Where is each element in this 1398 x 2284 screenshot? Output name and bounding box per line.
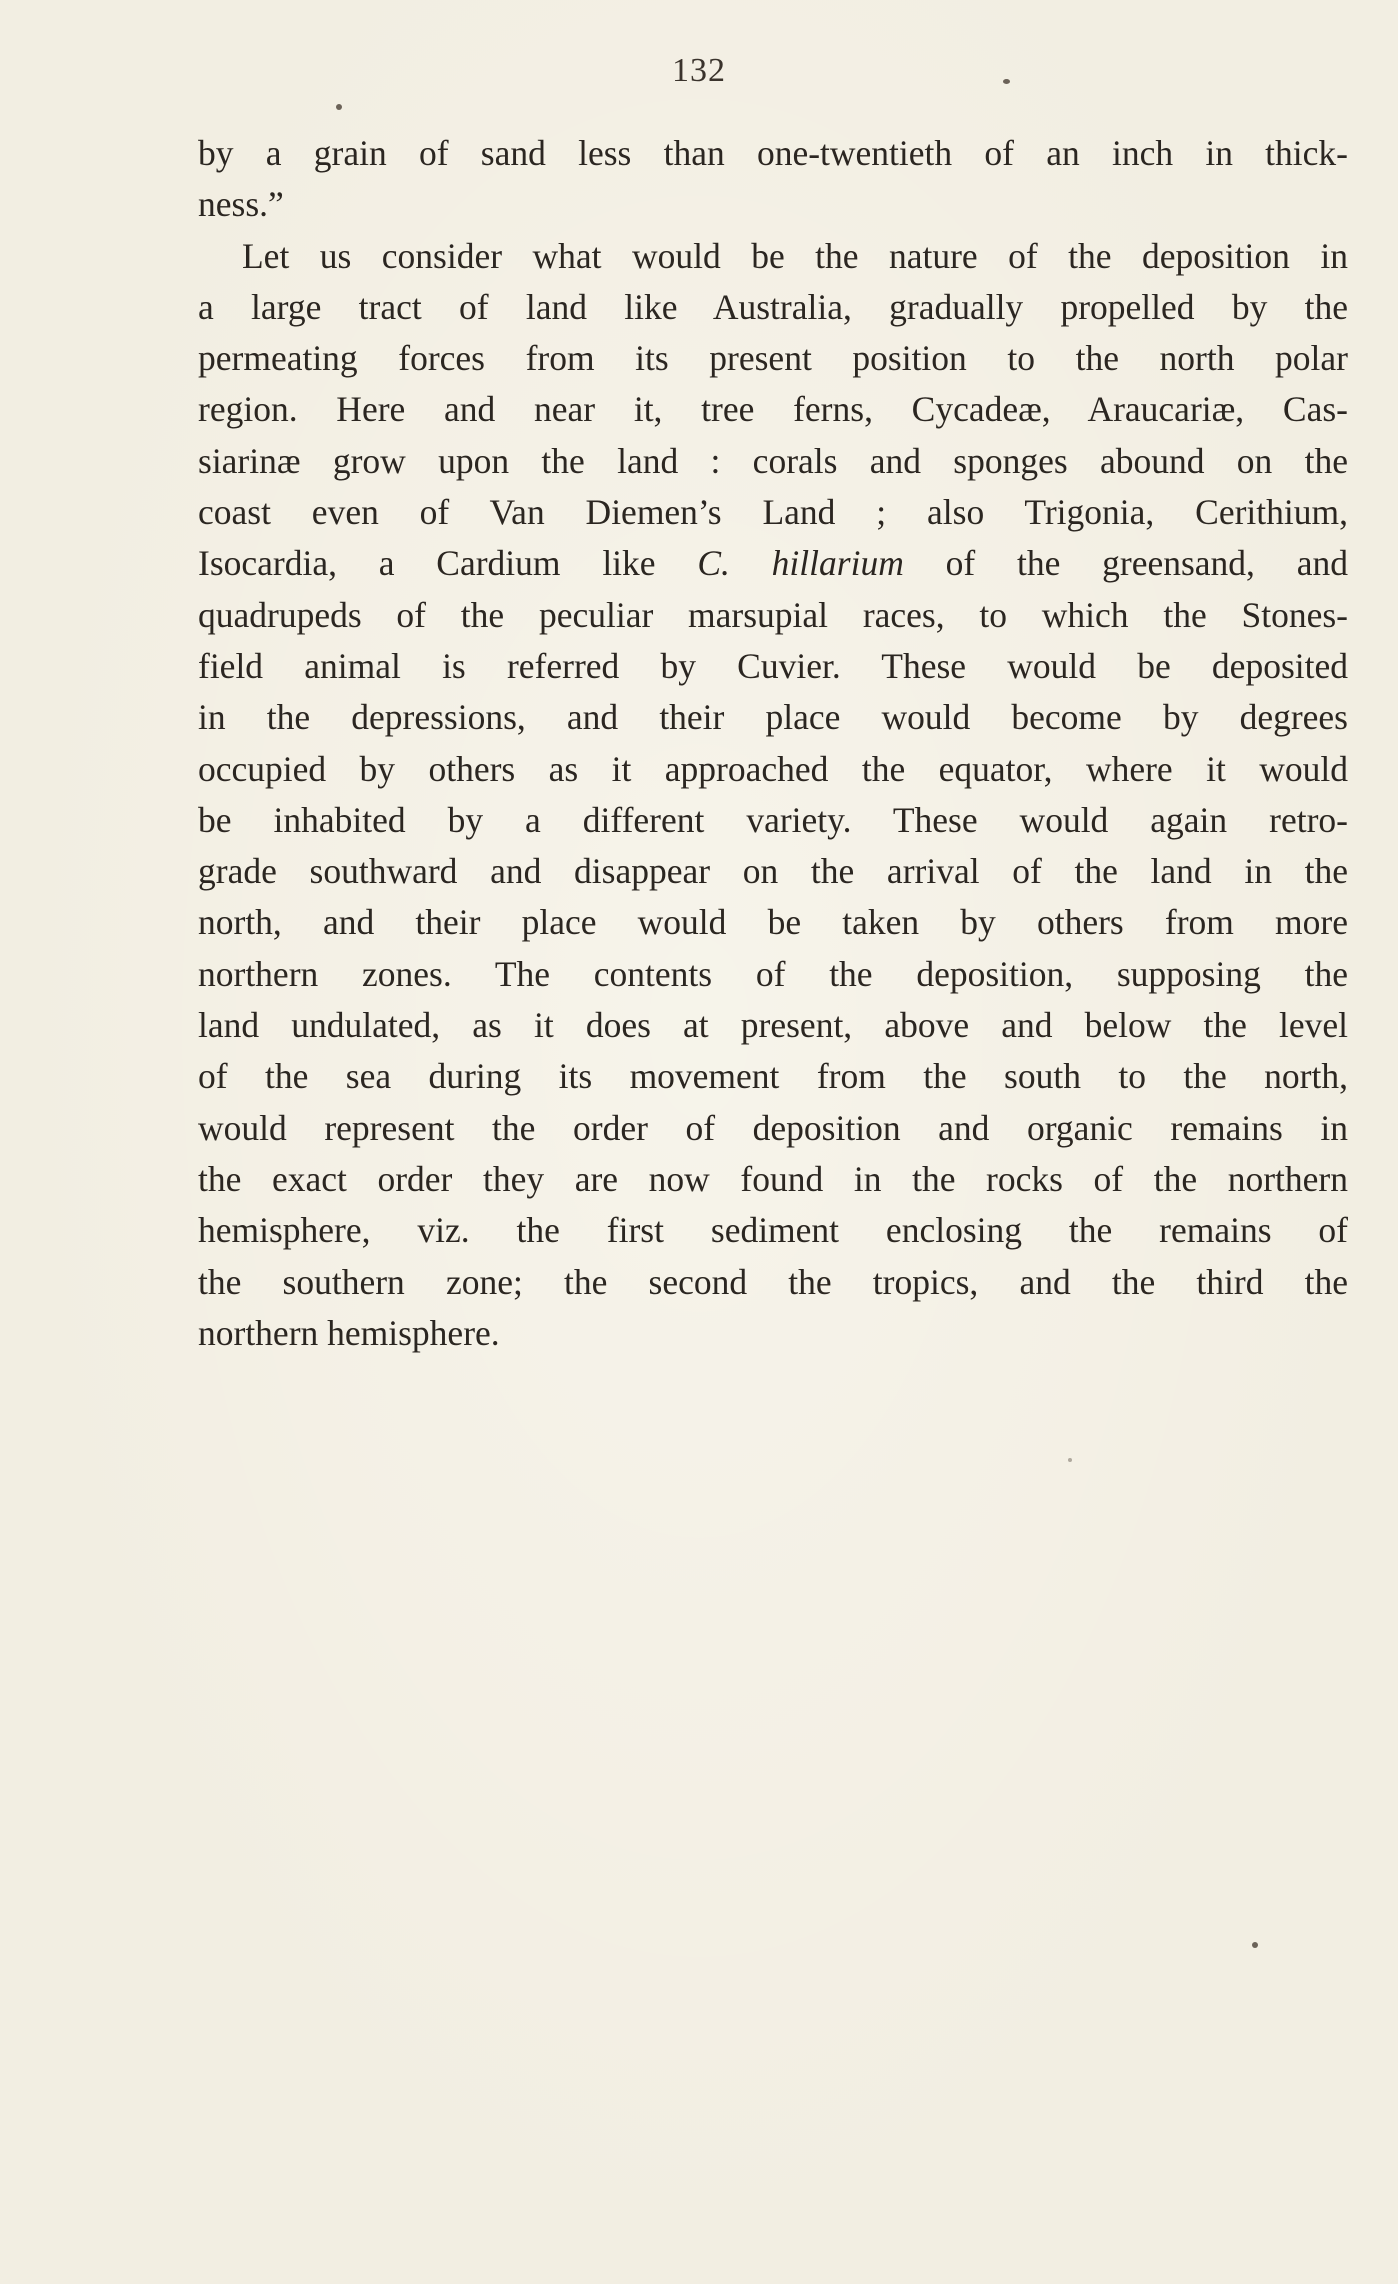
text-line: grade southward and disappear on the arrival of the land in the <box>198 851 1348 892</box>
text-line: be inhabited by a different variety. These would again retro- <box>198 799 1348 840</box>
print-speck <box>1003 79 1010 84</box>
text-line: region. Here and near it, tree ferns, Cycadeæ, Araucariæ, Cas- <box>198 389 1348 430</box>
text-line: would represent the order of deposition and organic remains in <box>198 1107 1348 1148</box>
text-line: occupied by others as it approached the equator, where it would <box>198 748 1348 789</box>
text-line: northern zones. The contents of the deposition, supposing the <box>198 953 1348 994</box>
text-line: the southern zone; the second the tropics, and the third the <box>198 1261 1348 1302</box>
text-line: ness.” <box>198 184 284 225</box>
body-text <box>198 128 1348 1359</box>
paragraph-start-line: Let us consider what would be the nature of the deposition in <box>242 235 1348 276</box>
text-line: coast even of Van Diemen’s Land ; also Trigonia, Cerithium, <box>198 492 1348 533</box>
text-line: of the sea during its movement from the south to the north, <box>198 1056 1348 1097</box>
text-line: northern hemisphere. <box>198 1312 500 1353</box>
text-line: in the depressions, and their place would become by degrees <box>198 697 1348 738</box>
text-line: land undulated, as it does at present, above and below the level <box>198 1005 1348 1046</box>
text-line: a large tract of land like Australia, gradually propelled by the <box>198 286 1348 327</box>
text-line: quadrupeds of the peculiar marsupial races, to which the Stones- <box>198 594 1348 635</box>
species-name: C. hillarium <box>697 543 904 584</box>
page-number: 132 <box>672 52 726 89</box>
text-segment: of the greensand, and <box>903 543 1348 584</box>
print-speck <box>1068 1458 1072 1462</box>
text-line: north, and their place would be taken by others from more <box>198 902 1348 943</box>
text-line: by a grain of sand less than one-twentieth of an inch in thick- <box>198 133 1348 173</box>
text-line: field animal is referred by Cuvier. These would be deposited <box>198 645 1348 686</box>
text-line-with-species <box>198 538 1348 589</box>
print-speck <box>336 104 342 110</box>
print-speck <box>1252 1942 1258 1948</box>
text-line: the exact order they are now found in the rocks of the northern <box>198 1158 1348 1199</box>
text-line: siarinæ grow upon the land : corals and sponges abound on the <box>198 440 1348 481</box>
text-line: hemisphere, viz. the first sediment enclosing the remains of <box>198 1210 1348 1251</box>
text-line: permeating forces from its present position to the north polar <box>198 338 1348 379</box>
text-segment: Isocardia, a Cardium like <box>198 543 698 584</box>
